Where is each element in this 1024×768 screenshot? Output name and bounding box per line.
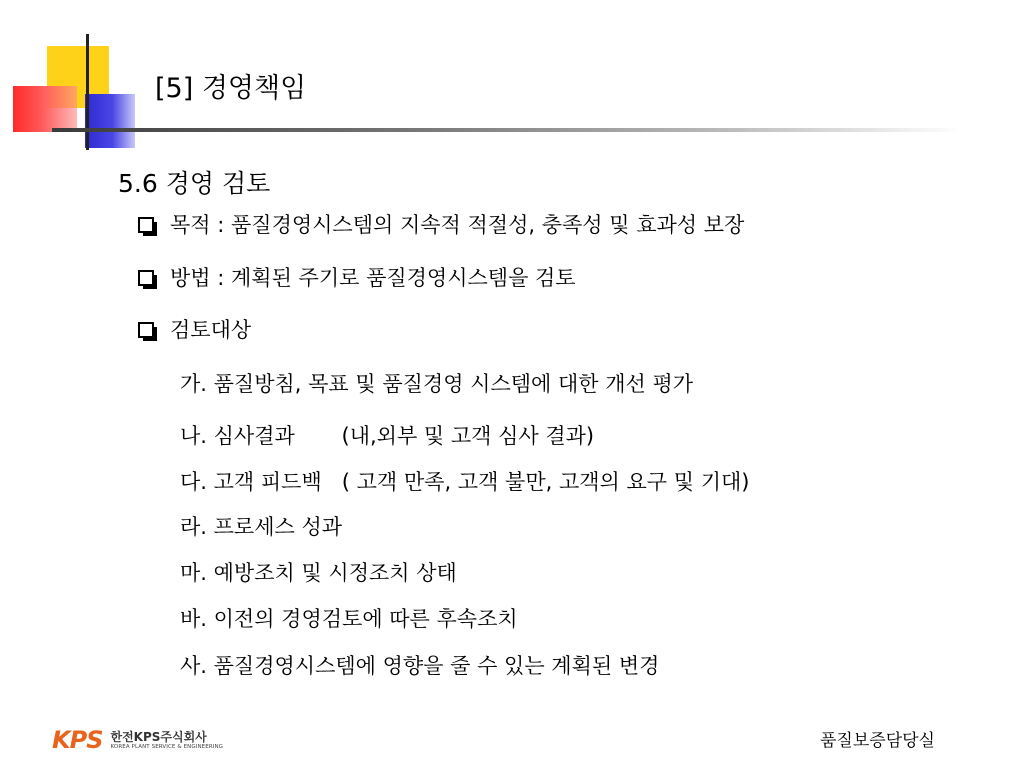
title-underline [52,128,962,132]
list-item: 바. 이전의 경영검토에 따른 후속조치 [180,607,518,631]
bullet-purpose [138,211,744,239]
department-label: 품질보증담당실 [820,731,935,751]
logo-mark: KPS [52,726,103,754]
bullet-review-targets [138,316,251,344]
company-logo [52,726,223,754]
bullet-text: 방법 : 계획된 주기로 품질경영시스템을 검토 [170,266,576,290]
logo-text [110,730,223,751]
list-item: 다. 고객 피드백 ( 고객 만족, 고객 불만, 고객의 요구 및 기대) [180,470,750,494]
decor-red-square [13,86,77,132]
list-item: 사. 품질경영시스템에 영향을 줄 수 있는 계획된 변경 [180,654,660,678]
logo-english-name: KOREA PLANT SERVICE & ENGINEERING [110,743,224,750]
list-item: 라. 프로세스 성과 [180,515,343,539]
bullet-method [138,264,576,292]
bullet-text: 목적 : 품질경영시스템의 지속적 적절성, 충족성 및 효과성 보장 [170,213,745,237]
section-heading: 5.6 경영 검토 [118,169,271,198]
slide-title: [5] 경영책임 [155,73,307,104]
checkbox-bullet-icon [138,270,154,286]
logo-korean-name: 한전KPS주식회사 [110,729,207,744]
bullet-text: 검토대상 [170,318,252,342]
checkbox-bullet-icon [138,217,154,233]
decor-vertical-line [86,34,89,150]
checkbox-bullet-icon [138,322,154,338]
list-item: 마. 예방조치 및 시정조치 상태 [180,561,457,585]
list-item: 가. 품질방침, 목표 및 품질경영 시스템에 대한 개선 평가 [180,372,694,396]
decor-blue-square [85,94,135,148]
list-item: 나. 심사결과 (내,외부 및 고객 심사 결과) [180,424,595,448]
